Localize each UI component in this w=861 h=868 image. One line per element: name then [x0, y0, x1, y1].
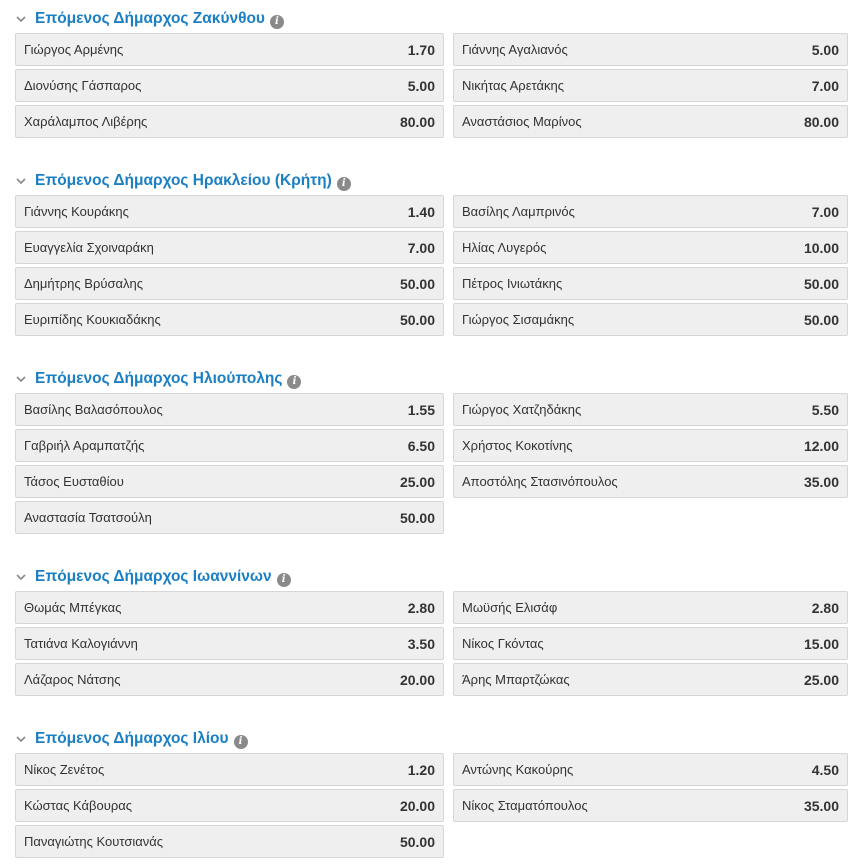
- selection-button[interactable]: [15, 33, 444, 66]
- selection-odd: 35.00: [803, 473, 839, 490]
- selection-odd: 12.00: [803, 437, 839, 454]
- selection-name: Αναστασία Τσατσούλη: [24, 510, 152, 525]
- selection-name: Γιώργος Χατζηδάκης: [462, 402, 582, 417]
- selection-odd: 50.00: [399, 833, 435, 850]
- selection-button[interactable]: [15, 429, 444, 462]
- selection-odd: 20.00: [399, 797, 435, 814]
- selection-name: Θωμάς Μπέγκας: [24, 600, 122, 615]
- selection-odd: 1.70: [407, 41, 435, 58]
- market-title: Επόμενος Δήμαρχος Ζακύνθου i: [35, 9, 284, 29]
- selection-name: Ηλίας Λυγερός: [462, 240, 547, 255]
- selection-odd: 25.00: [399, 473, 435, 490]
- selection-button[interactable]: [15, 393, 444, 426]
- selection-name: Ευαγγελία Σχοιναράκη: [24, 240, 154, 255]
- selection-odd: 5.00: [811, 41, 839, 58]
- selection-name: Τατιάνα Καλογιάννη: [24, 636, 138, 651]
- selection-button[interactable]: [15, 195, 444, 228]
- selection-odd: 1.20: [407, 761, 435, 778]
- selection-button[interactable]: [453, 105, 848, 138]
- selection-button[interactable]: [453, 429, 848, 462]
- selection-odd: 7.00: [407, 239, 435, 256]
- market-title: Επόμενος Δήμαρχος Ιλίου i: [35, 729, 248, 749]
- selection-name: Ευριπίδης Κουκιαδάκης: [24, 312, 161, 327]
- selection-odd: 2.80: [811, 599, 839, 616]
- selection-button[interactable]: [453, 663, 848, 696]
- selection-button[interactable]: [453, 231, 848, 264]
- chevron-down-icon[interactable]: [15, 13, 27, 25]
- selection-name: Αναστάσιος Μαρίνος: [462, 114, 582, 129]
- selection-name: Χρήστος Κοκοτίνης: [462, 438, 573, 453]
- info-icon[interactable]: i: [337, 177, 351, 191]
- selection-odd: 5.00: [407, 77, 435, 94]
- selection-button[interactable]: [15, 501, 444, 534]
- chevron-down-icon[interactable]: [15, 733, 27, 745]
- selection-name: Χαράλαμπος Λιβέρης: [24, 114, 148, 129]
- selection-odd: 25.00: [803, 671, 839, 688]
- selection-name: Παναγιώτης Κουτσιανάς: [24, 834, 164, 849]
- selection-name: Βασίλης Λαμπρινός: [462, 204, 575, 219]
- selection-odd: 7.00: [811, 203, 839, 220]
- selection-name: Γιώργος Αρμένης: [24, 42, 124, 57]
- selection-odd: 6.50: [407, 437, 435, 454]
- selection-odd: 20.00: [399, 671, 435, 688]
- selection-button[interactable]: [453, 393, 848, 426]
- selection-odd: 10.00: [803, 239, 839, 256]
- selection-button[interactable]: [453, 69, 848, 102]
- selection-button[interactable]: [15, 105, 444, 138]
- selection-odd: 2.80: [407, 599, 435, 616]
- selection-button[interactable]: [453, 303, 848, 336]
- selection-odd: 1.55: [407, 401, 435, 418]
- selection-button[interactable]: [453, 465, 848, 498]
- selection-odd: 50.00: [399, 509, 435, 526]
- selection-button[interactable]: [15, 465, 444, 498]
- selection-name: Βασίλης Βαλασόπουλος: [24, 402, 163, 417]
- selection-odd: 80.00: [803, 113, 839, 130]
- selection-button[interactable]: [15, 825, 444, 858]
- selection-name: Νικήτας Αρετάκης: [462, 78, 564, 93]
- selection-name: Άρης Μπαρτζώκας: [462, 672, 570, 687]
- market-title: Επόμενος Δήμαρχος Ηλιούπολης i: [35, 369, 301, 389]
- selection-name: Νίκος Σταματόπουλος: [462, 798, 588, 813]
- selection-name: Τάσος Ευσταθίου: [24, 474, 124, 489]
- selection-button[interactable]: [15, 789, 444, 822]
- selection-button[interactable]: [453, 195, 848, 228]
- market-title: Επόμενος Δήμαρχος Ηρακλείου (Κρήτη) i: [35, 171, 351, 191]
- selection-name: Γιώργος Σισαμάκης: [462, 312, 575, 327]
- selection-button[interactable]: [453, 267, 848, 300]
- selection-button[interactable]: [15, 627, 444, 660]
- info-icon[interactable]: i: [234, 735, 248, 749]
- selection-button[interactable]: [453, 627, 848, 660]
- selection-odd: 50.00: [803, 275, 839, 292]
- info-icon[interactable]: i: [287, 375, 301, 389]
- selection-name: Διονύσης Γάσπαρος: [24, 78, 142, 93]
- selection-name: Αποστόλης Στασινόπουλος: [462, 474, 618, 489]
- selection-odd: 15.00: [803, 635, 839, 652]
- chevron-down-icon[interactable]: [15, 175, 27, 187]
- selection-odd: 35.00: [803, 797, 839, 814]
- selection-name: Μωϋσής Ελισάφ: [462, 600, 558, 615]
- selection-button[interactable]: [15, 231, 444, 264]
- selection-button[interactable]: [453, 591, 848, 624]
- selection-odd: 50.00: [399, 311, 435, 328]
- selection-odd: 3.50: [407, 635, 435, 652]
- info-icon[interactable]: i: [277, 573, 291, 587]
- selection-odd: 1.40: [407, 203, 435, 220]
- selection-button[interactable]: [15, 303, 444, 336]
- selection-name: Νίκος Γκόντας: [462, 636, 544, 651]
- selection-button[interactable]: [15, 69, 444, 102]
- selection-button[interactable]: [453, 33, 848, 66]
- selection-button[interactable]: [15, 753, 444, 786]
- selection-name: Κώστας Κάβουρας: [24, 798, 133, 813]
- selection-odd: 50.00: [803, 311, 839, 328]
- selection-name: Δημήτρης Βρύσαλης: [24, 276, 143, 291]
- market-title: Επόμενος Δήμαρχος Ιωαννίνων i: [35, 567, 291, 587]
- selection-name: Γαβριήλ Αραμπατζής: [24, 438, 145, 453]
- selection-name: Πέτρος Ινιωτάκης: [462, 276, 563, 291]
- selection-button[interactable]: [15, 663, 444, 696]
- chevron-down-icon[interactable]: [15, 571, 27, 583]
- selection-odd: 80.00: [399, 113, 435, 130]
- selection-button[interactable]: [453, 789, 848, 822]
- selection-odd: 4.50: [811, 761, 839, 778]
- selection-button[interactable]: [453, 753, 848, 786]
- selection-odd: 7.00: [811, 77, 839, 94]
- selection-odd: 5.50: [811, 401, 839, 418]
- selection-name: Αντώνης Κακούρης: [462, 762, 574, 777]
- selection-button[interactable]: [15, 267, 444, 300]
- selection-name: Γιάννης Αγαλιανός: [462, 42, 568, 57]
- info-icon[interactable]: i: [270, 15, 284, 29]
- selection-name: Νίκος Ζενέτος: [24, 762, 105, 777]
- selection-name: Γιάννης Κουράκης: [24, 204, 129, 219]
- chevron-down-icon[interactable]: [15, 373, 27, 385]
- selection-odd: 50.00: [399, 275, 435, 292]
- selection-button[interactable]: [15, 591, 444, 624]
- selection-name: Λάζαρος Νάτσης: [24, 672, 121, 687]
